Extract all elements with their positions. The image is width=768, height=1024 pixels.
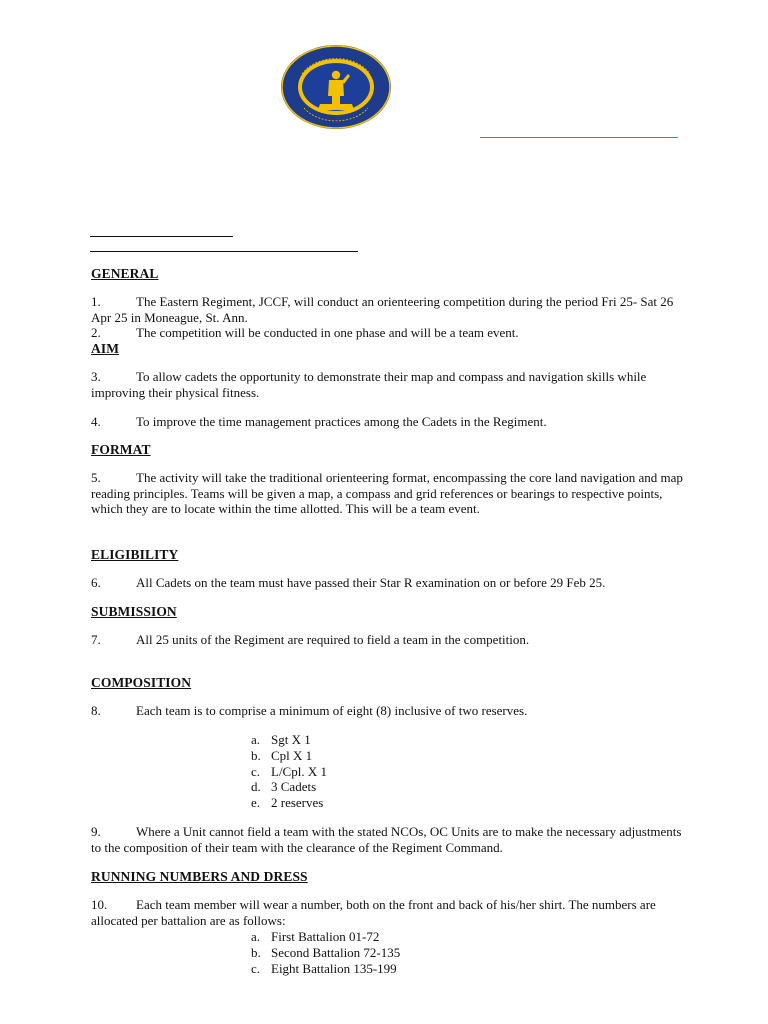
paragraph-text: Each team member will wear a number, both on the front and back of his/her shirt. The numbers are allocated per battalion are as follows: <box>91 897 656 928</box>
paragraph-number: 3. <box>91 369 101 384</box>
list-text: Second Battalion 72-135 <box>271 944 401 960</box>
paragraph-number: 8. <box>91 703 101 718</box>
paragraph-text: Each team is to comprise a minimum of eight (8) inclusive of two reserves. <box>136 703 528 718</box>
section-heading-composition: COMPOSITION <box>91 675 192 690</box>
section-heading-format: FORMAT <box>91 442 151 457</box>
paragraph-3 <box>91 369 683 400</box>
battalion-numbers-list <box>251 929 400 976</box>
section-heading-running-numbers: RUNNING NUMBERS AND DRESS <box>91 869 308 884</box>
section-heading-general: GENERAL <box>91 266 159 281</box>
paragraph-number: 10. <box>91 897 108 912</box>
paragraph-text: To improve the time management practices among the Cadets in the Regiment. <box>136 414 547 429</box>
list-item <box>251 945 400 961</box>
paragraph-2 <box>91 325 683 341</box>
section-heading-submission: SUBMISSION <box>91 604 177 619</box>
section-heading-eligibility: ELIGIBILITY <box>91 547 179 562</box>
list-item <box>251 795 327 811</box>
list-text: 2 reserves <box>271 795 324 811</box>
paragraph-number: 9. <box>91 824 101 839</box>
paragraph-number: 6. <box>91 575 101 590</box>
paragraph-text: The activity will take the traditional orienteering format, encompassing the core land navigation and map reading principles. Teams will be given a map, a compass and grid references or bearings to respective points, which they are to locate within the time allotted. This will be a team event. <box>91 470 683 516</box>
list-item <box>251 961 400 977</box>
list-text: Sgt X 1 <box>271 732 311 747</box>
list-letter: b. <box>251 747 261 763</box>
paragraph-9 <box>91 824 683 855</box>
paragraph-number: 2. <box>91 325 101 340</box>
regiment-crest-logo <box>280 44 392 130</box>
paragraph-4 <box>91 414 683 430</box>
list-letter: c. <box>251 763 261 779</box>
list-item <box>251 748 327 764</box>
list-letter: a. <box>251 929 261 944</box>
paragraph-number: 1. <box>91 294 101 309</box>
paragraph-text: The competition will be conducted in one phase and will be a team event. <box>136 325 519 340</box>
signature-line-long <box>90 251 358 252</box>
header-reference-line <box>480 137 678 138</box>
list-item <box>251 732 327 748</box>
list-text: L/Cpl. X 1 <box>271 763 327 779</box>
list-text: First Battalion 01-72 <box>271 929 380 944</box>
section-heading-aim: AIM <box>91 341 120 356</box>
list-letter: a. <box>251 732 261 747</box>
list-letter: e. <box>251 795 261 811</box>
composition-list <box>251 732 327 811</box>
list-letter: b. <box>251 944 261 960</box>
list-text: Cpl X 1 <box>271 747 313 763</box>
list-text: 3 Cadets <box>271 779 317 795</box>
paragraph-text: All 25 units of the Regiment are required to field a team in the competition. <box>136 632 530 647</box>
paragraph-1 <box>91 294 683 325</box>
list-text: Eight Battalion 135-199 <box>271 960 397 976</box>
list-item <box>251 764 327 780</box>
paragraph-text: Where a Unit cannot field a team with the stated NCOs, OC Units are to make the necessary adjustments to the composition of their team with the clearance of the Regiment Command. <box>91 824 682 855</box>
paragraph-6 <box>91 575 683 591</box>
list-item <box>251 779 327 795</box>
paragraph-number: 5. <box>91 470 101 485</box>
paragraph-text: To allow cadets the opportunity to demonstrate their map and compass and navigation skills while improving their physical fitness. <box>91 369 647 400</box>
paragraph-text: The Eastern Regiment, JCCF, will conduct an orienteering competition during the period Fri 25- Sat 26 Apr 25 in Moneague, St. Ann. <box>91 294 674 325</box>
paragraph-10 <box>91 897 683 928</box>
list-letter: c. <box>251 960 261 976</box>
paragraph-7 <box>91 632 683 648</box>
paragraph-5 <box>91 470 683 517</box>
signature-line-short <box>90 236 233 237</box>
paragraph-8 <box>91 703 683 719</box>
paragraph-text: All Cadets on the team must have passed their Star R examination on or before 29 Feb 25. <box>136 575 606 590</box>
paragraph-number: 7. <box>91 632 101 647</box>
list-letter: d. <box>251 779 261 795</box>
paragraph-number: 4. <box>91 414 101 429</box>
list-item <box>251 929 400 945</box>
